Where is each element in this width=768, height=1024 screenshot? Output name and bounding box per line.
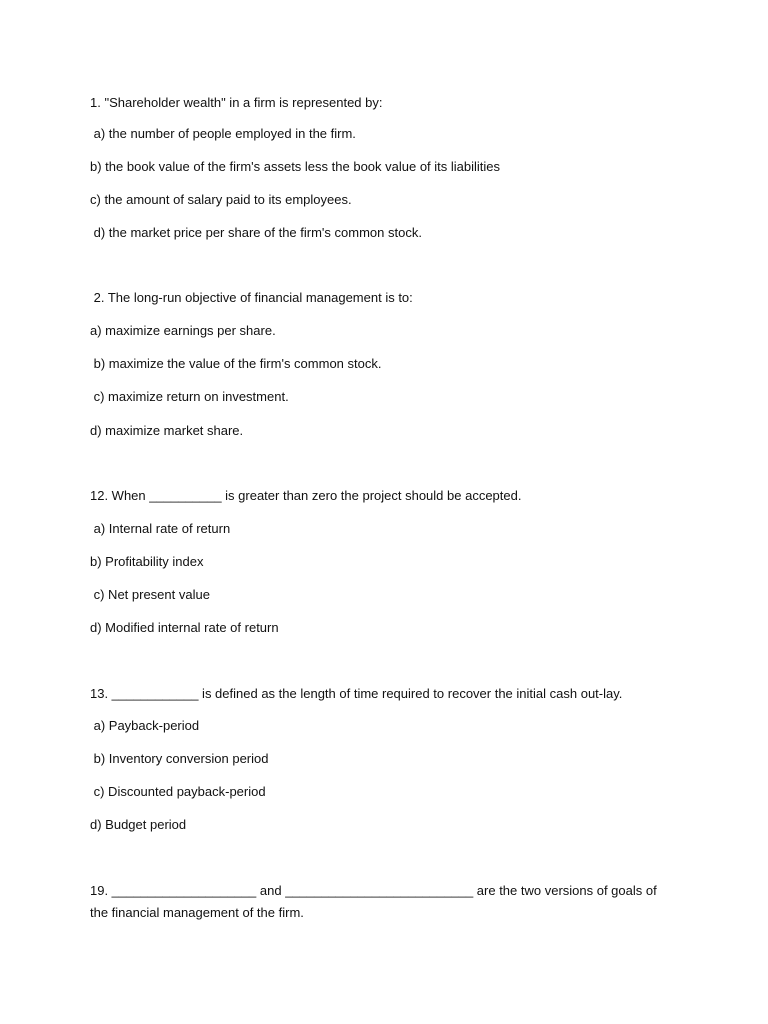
- question-12-stem: 12. When __________ is greater than zero the project should be accepted.: [90, 488, 522, 503]
- question-2-stem: 2. The long-run objective of financial management is to:: [90, 290, 413, 305]
- question-13-option-d: d) Budget period: [90, 817, 187, 832]
- question-2-option-b: b) maximize the value of the firm's common stock.: [90, 356, 382, 371]
- question-1-stem: 1. "Shareholder wealth" in a firm is represented by:: [90, 95, 383, 110]
- question-13-option-b: b) Inventory conversion period: [90, 751, 269, 766]
- question-12-option-c: c) Net present value: [90, 587, 210, 602]
- question-2-option-a: a) maximize earnings per share.: [90, 323, 276, 338]
- question-13-option-a: a) Payback-period: [90, 718, 200, 733]
- question-2-option-c: c) maximize return on investment.: [90, 389, 289, 404]
- question-1-option-d: d) the market price per share of the firm's common stock.: [90, 225, 422, 240]
- question-13-stem: 13. ____________ is defined as the length of time required to recover the initial cash out-lay.: [90, 686, 623, 701]
- question-13-option-c: c) Discounted payback-period: [90, 784, 266, 799]
- question-1-option-a: a) the number of people employed in the firm.: [90, 126, 356, 141]
- question-1-option-b: b) the book value of the firm's assets less the book value of its liabilities: [90, 159, 501, 174]
- question-1-option-c: c) the amount of salary paid to its employees.: [90, 192, 352, 207]
- question-19-stem: 19. ____________________ and __________________________ are the two versions of goals of the financial management of the firm.: [90, 883, 657, 920]
- question-2-option-d: d) maximize market share.: [90, 423, 244, 438]
- question-12-option-d: d) Modified internal rate of return: [90, 620, 279, 635]
- question-12-option-b: b) Profitability index: [90, 554, 204, 569]
- question-12-option-a: a) Internal rate of return: [90, 521, 231, 536]
